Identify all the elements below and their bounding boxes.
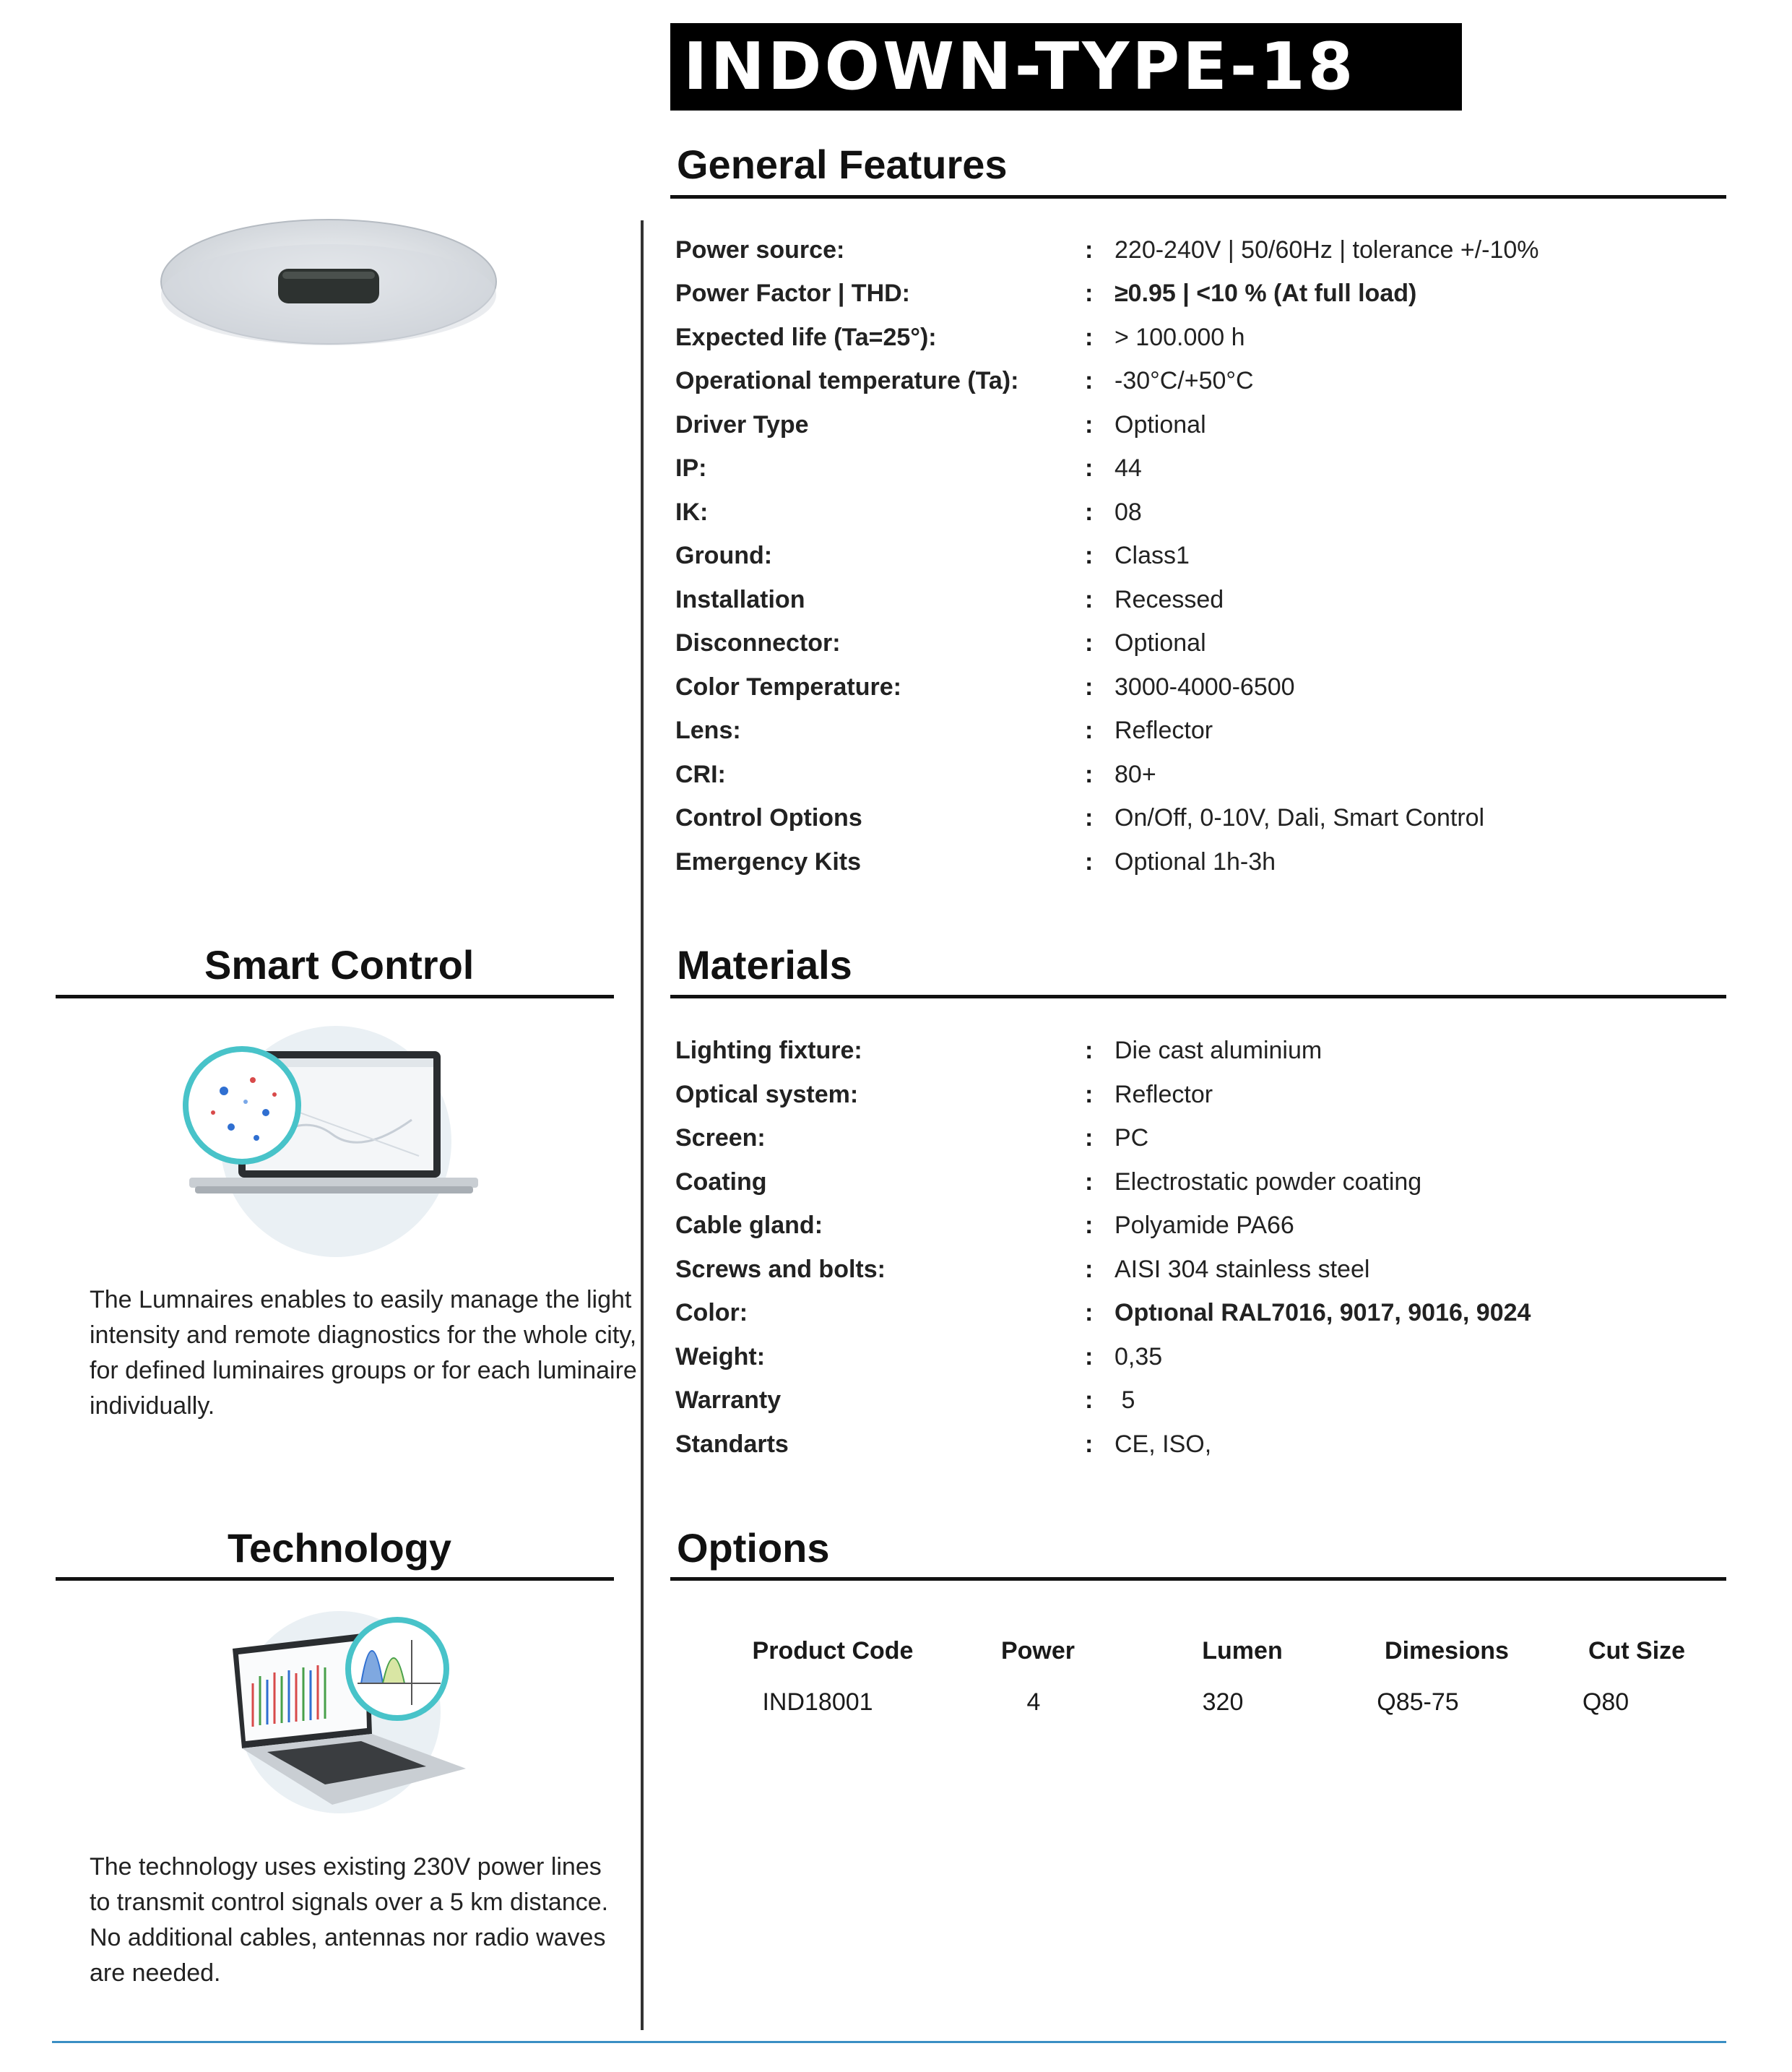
materials-heading: Materials — [677, 942, 852, 988]
options-cell-power: 4 — [1026, 1688, 1041, 1716]
smart-control-laptop-image — [181, 1026, 484, 1261]
material-row-warranty: Warranty : 5 — [675, 1386, 1135, 1414]
material-row-standarts: Standarts : CE, ISO, — [675, 1430, 1212, 1458]
column-divider — [641, 220, 644, 2030]
technology-rule — [56, 1577, 614, 1581]
options-header-dimensions: Dimesions — [1385, 1637, 1509, 1665]
material-row-screws-and-bolts: Screws and bolts: : AISI 304 stainless steel — [675, 1256, 1370, 1283]
material-row-coating: Coating : Electrostatic powder coating — [675, 1168, 1422, 1196]
spec-row-power-factor: Power Factor | THD: : ≥0.95 | <10 % (At full load) — [675, 280, 1417, 307]
spec-row-color-temperature: Color Temperature: : 3000-4000-6500 — [675, 673, 1295, 701]
technology-description: The technology uses existing 230V power lines to transmit control signals over a 5 km distance. No additional cables, antennas nor radio waves are needed. — [90, 1853, 609, 1987]
material-row-cable-gland: Cable gland: : Polyamide PA66 — [675, 1212, 1294, 1239]
general-features-rule — [670, 195, 1726, 199]
smart-control-heading: Smart Control — [204, 942, 475, 988]
spec-row-ip: IP: : 44 — [675, 454, 1142, 482]
spec-row-emergency-kits: Emergency Kits : Optional 1h-3h — [675, 848, 1276, 876]
options-cell-product-code: IND18001 — [762, 1688, 873, 1716]
product-title: INDOWN-TYPE-18 — [670, 23, 1462, 111]
spec-row-control-options: Control Options : On/Off, 0-10V, Dali, Smart Control — [675, 804, 1485, 832]
spec-row-installation: Installation : Recessed — [675, 586, 1224, 613]
spec-row-lens: Lens: : Reflector — [675, 717, 1213, 744]
options-rule — [670, 1577, 1726, 1581]
smart-control-rule — [56, 995, 614, 998]
spec-row-power-source: Power source: : 220-240V | 50/60Hz | tolerance +/-10% — [675, 236, 1539, 264]
technology-laptop-image — [217, 1604, 477, 1821]
smart-control-description: The Lumnaires enables to easily manage the light intensity and remote diagnostics for the whole city, for defined luminaires groups or for each luminaire individually. — [90, 1286, 637, 1420]
spec-row-driver-type: Driver Type : Optional — [675, 411, 1206, 439]
technology-heading: Technology — [228, 1525, 452, 1571]
options-header-product-code: Product Code — [752, 1637, 914, 1665]
spec-row-expected-life: Expected life (Ta=25°): : > 100.000 h — [675, 324, 1245, 351]
spec-row-operational-temperature: Operational temperature (Ta): : -30°C/+50°C — [675, 367, 1254, 394]
product-image — [155, 210, 502, 354]
materials-rule — [670, 995, 1726, 998]
spec-row-disconnector: Disconnector: : Optional — [675, 629, 1206, 657]
spec-row-cri: CRI: : 80+ — [675, 761, 1156, 788]
options-cell-lumen: 320 — [1202, 1688, 1244, 1716]
material-row-screen: Screen: : PC — [675, 1124, 1149, 1152]
options-heading: Options — [677, 1525, 830, 1571]
options-header-power: Power — [1000, 1637, 1075, 1665]
spec-row-ground: Ground: : Class1 — [675, 542, 1190, 569]
spec-row-ik: IK: : 08 — [675, 498, 1142, 526]
material-row-optical-system: Optical system: : Reflector — [675, 1081, 1213, 1108]
general-features-heading: General Features — [677, 142, 1008, 187]
options-header-lumen: Lumen — [1202, 1637, 1283, 1665]
options-cell-cut-size: Q80 — [1582, 1688, 1629, 1716]
options-cell-dimensions: Q85-75 — [1377, 1688, 1459, 1716]
material-row-lighting-fixture: Lighting fixture: : Die cast aluminium — [675, 1037, 1323, 1064]
footer-rule — [52, 2041, 1726, 2043]
options-header-cut-size: Cut Size — [1588, 1637, 1686, 1665]
material-row-color: Color: : Optıonal RAL7016, 9017, 9016, 9024 — [675, 1299, 1531, 1326]
material-row-weight: Weight: : 0,35 — [675, 1343, 1163, 1370]
